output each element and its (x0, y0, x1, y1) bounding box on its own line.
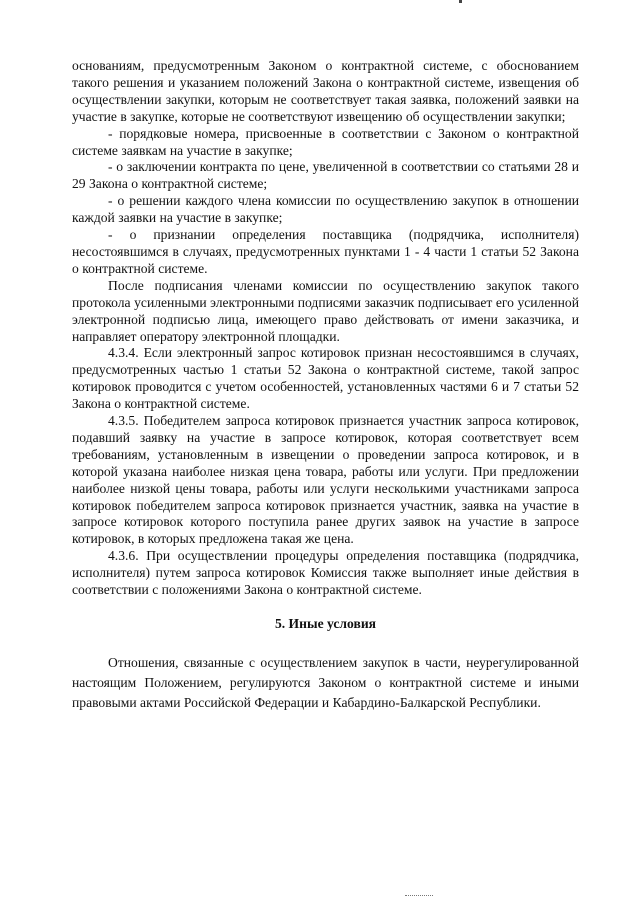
scan-mark-top (459, 0, 462, 3)
paragraph-contract-price: - о заключении контракта по цене, увеличенной в соответствии со статьями 28 и 29 Закона о контрактной системе; (72, 159, 579, 192)
paragraph-member-decision: - о решении каждого члена комиссии по осуществлению закупок в отношении каждой заявки на участие в закупке; (72, 193, 579, 226)
paragraph-order-numbers: - порядковые номера, присвоенные в соответствии с Законом о контрактной системе заявкам на участие в закупке; (72, 125, 579, 158)
section-heading: 5. Иные условия (274, 616, 377, 631)
paragraph-other-conditions: Отношения, связанные с осуществлением закупок в части, неурегулированной настоящим Положением, регулируются Законом о контрактной системе и иными правовыми актами Российской Федерации и Кабардино-Балкарской Республики. (72, 655, 579, 710)
paragraph-failed-procurement: - о признании определения поставщика (подрядчика, исполнителя) несостоявшимся в случаях, предусмотренных пунктами 1 - 4 части 1 статьи 52 Закона о контрактной системе. (72, 227, 579, 276)
paragraph-4-3-5: 4.3.5. Победителем запроса котировок признается участник запроса котировок, подавший заявку на участие в запросе котировок, которая соответствует всем требованиям, установленным в извещении о проведении запроса котировок, и в которой указана наиболее низкая цена товара, работы или услуги. При предложении наиболее низкой цены товара, работы или услуги несколькими участниками запроса котировок победителем запроса котировок признается участник, заявка на участие в запросе котировок которого поступила ранее других заявок на участие в запросе котировок, в которых предложена такая же цена. (72, 413, 579, 547)
paragraph-grounds: основаниям, предусмотренным Законом о контрактной системе, с обоснованием такого решения и указанием положений Закона о контрактной системе, извещения об осуществлении закупки, которым не соответствует такая заявка, положений заявки на участие в закупке, которые не соответствуют извещению об осуществлении закупки; (72, 58, 579, 124)
paragraph-4-3-4: 4.3.4. Если электронный запрос котировок признан несостоявшимся в случаях, предусмотренных частью 1 статьи 52 Закона о контрактной системе, такой запрос котировок проводится с учетом особенностей, установленных частями 6 и 7 статьи 52 Закона о контрактной системе. (72, 345, 579, 412)
paragraph-signing: После подписания членами комиссии по осуществлению закупок такого протокола усиленными электронными подписями заказчик подписывает его усиленной электронной подписью лица, имеющего право действовать от имени заказчика, и направляет оператору электронной площадки. (72, 277, 579, 344)
document-page (72, 58, 579, 713)
scan-mark-bottom (405, 895, 433, 897)
paragraph-4-3-6: 4.3.6. При осуществлении процедуры определения поставщика (подрядчика, исполнителя) путем запроса котировок Комиссия также выполняет иные действия в соответствии с положениями Закона о контрактной системе. (72, 548, 579, 598)
